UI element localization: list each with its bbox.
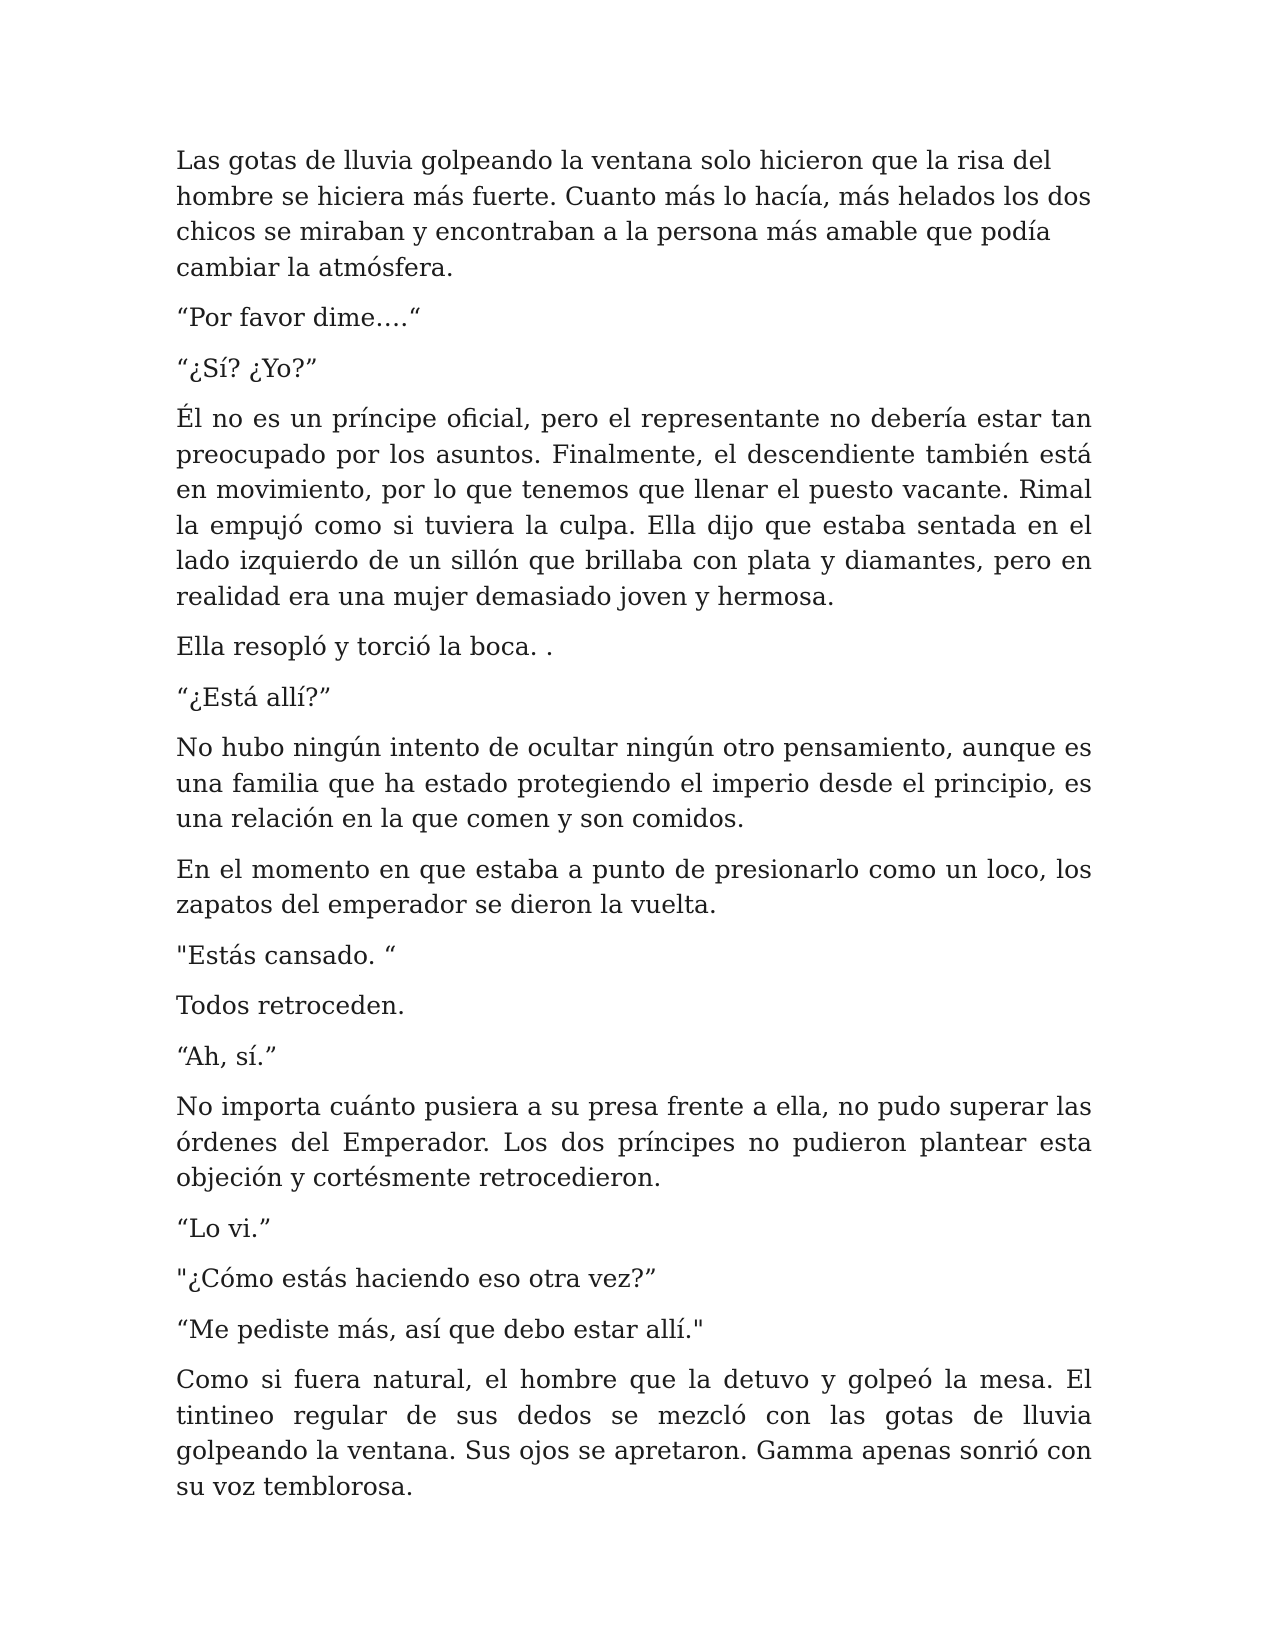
paragraph: “Por favor dime….“ — [176, 303, 421, 332]
document-page — [176, 143, 1092, 1519]
paragraph: “Lo vi.” — [176, 1213, 272, 1243]
paragraph: Como si fuera natural, el hombre que la detuvo y golpeó la mesa. El tintineo regular de sus dedos se mezcló con las gotas de lluvia golpeando la ventana. Sus ojos se apretaron. Gamma apenas sonrió con su voz temblorosa. — [176, 1365, 1092, 1501]
paragraph: “¿Está allí?” — [176, 682, 332, 712]
paragraph: Las gotas de lluvia golpeando la ventana solo hicieron que la risa del hombre se hiciera más fuerte. Cuanto más lo hacía, más helados los dos chicos se miraban y encontraban a la persona más amable que podía cambiar la atmósfera. — [176, 146, 1092, 282]
paragraph: “Ah, sí.” — [176, 1041, 278, 1071]
paragraph: Ella resopló y torció la boca. . — [176, 632, 554, 661]
paragraph: "¿Cómo estás haciendo eso otra vez?” — [176, 1264, 657, 1293]
paragraph: En el momento en que estaba a punto de presionarlo como un loco, los zapatos del emperador se dieron la vuelta. — [176, 854, 1092, 919]
paragraph: “¿Sí? ¿Yo?” — [176, 353, 318, 383]
paragraph: Todos retroceden. — [176, 991, 406, 1020]
paragraph: Él no es un príncipe oficial, pero el representante no debería estar tan preocupado por los asuntos. Finalmente, el descendiente también está en movimiento, por lo que tenemos que llenar el puesto vacante. Rimal la empujó como si tuviera la culpa. Ella dijo que estaba sentada en el lado izquierdo de un sillón que brillaba con plata y diamantes, pero en realidad era una mujer demasiado joven y hermosa. — [176, 404, 1092, 611]
paragraph: "Estás cansado. “ — [176, 940, 397, 970]
paragraph: No importa cuánto pusiera a su presa frente a ella, no pudo superar las órdenes del Emperador. Los dos príncipes no pudieron plantear esta objeción y cortésmente retrocedieron. — [176, 1092, 1092, 1192]
paragraph: “Me pediste más, así que debo estar allí." — [176, 1314, 705, 1344]
paragraph: No hubo ningún intento de ocultar ningún otro pensamiento, aunque es una familia que ha estado protegiendo el imperio desde el principio, es una relación en la que comen y son comidos. — [176, 733, 1092, 833]
